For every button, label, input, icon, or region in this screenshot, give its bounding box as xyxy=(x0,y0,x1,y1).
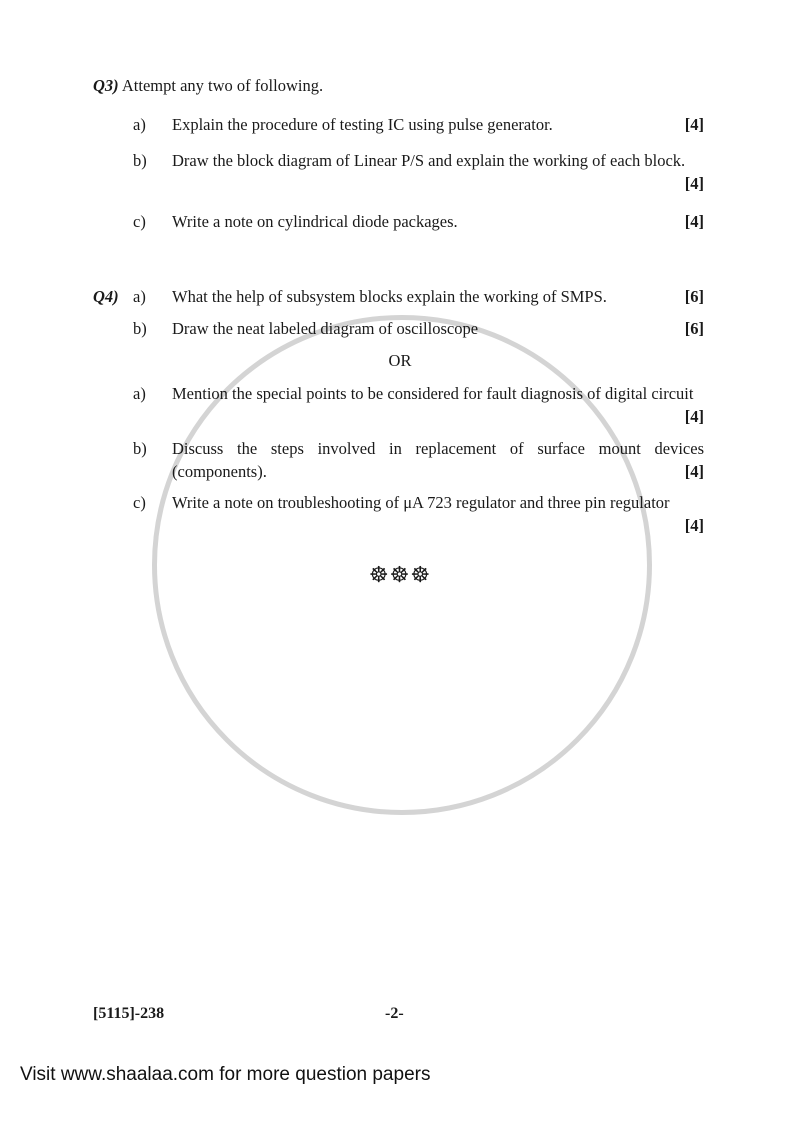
item-marks: [6] xyxy=(684,319,704,338)
item-text: Write a note on troubleshooting of μA 723 regulator and three pin regulator xyxy=(172,493,670,512)
q3-instruction: Attempt any two of following. xyxy=(121,76,324,95)
item-text: Draw the neat labeled diagram of oscilloscope xyxy=(172,319,479,338)
page-number: -2- xyxy=(385,1005,404,1022)
item-text: What the help of subsystem blocks explain the working of SMPS. xyxy=(172,287,607,306)
item-text: Explain the procedure of testing IC using pulse generator. xyxy=(172,115,553,134)
item-text: Discuss the steps involved in replacement of surface mount devices (components). xyxy=(172,439,704,481)
or-separator: OR xyxy=(388,351,412,370)
paper-code: [5115]-238 xyxy=(93,1005,165,1022)
item-letter: c) xyxy=(133,212,146,231)
item-letter: b) xyxy=(133,151,147,170)
item-letter: b) xyxy=(133,439,147,458)
item-marks: [6] xyxy=(684,287,704,306)
item-marks: [4] xyxy=(684,212,704,231)
item-text: Write a note on cylindrical diode packages. xyxy=(172,212,458,231)
item-marks: [4] xyxy=(684,174,704,193)
item-marks: [4] xyxy=(684,407,704,426)
item-text: Draw the block diagram of Linear P/S and explain the working of each block. xyxy=(172,151,686,170)
item-marks: [4] xyxy=(684,516,704,535)
item-letter: a) xyxy=(133,384,146,403)
item-letter: b) xyxy=(133,319,147,338)
item-letter: c) xyxy=(133,493,146,512)
end-of-paper-icon: ☸☸☸ xyxy=(368,562,432,587)
q3-heading xyxy=(93,74,323,97)
item-text: Mention the special points to be considered for fault diagnosis of digital circuit xyxy=(172,384,694,403)
q3-number: Q3) xyxy=(93,76,119,95)
item-letter: a) xyxy=(133,287,146,306)
item-marks: [4] xyxy=(684,462,704,481)
item-letter: a) xyxy=(133,115,146,134)
item-marks: [4] xyxy=(684,115,704,134)
bottom-banner[interactable]: Visit www.shaalaa.com for more question papers xyxy=(20,1064,431,1085)
q4-number: Q4) xyxy=(93,287,119,306)
